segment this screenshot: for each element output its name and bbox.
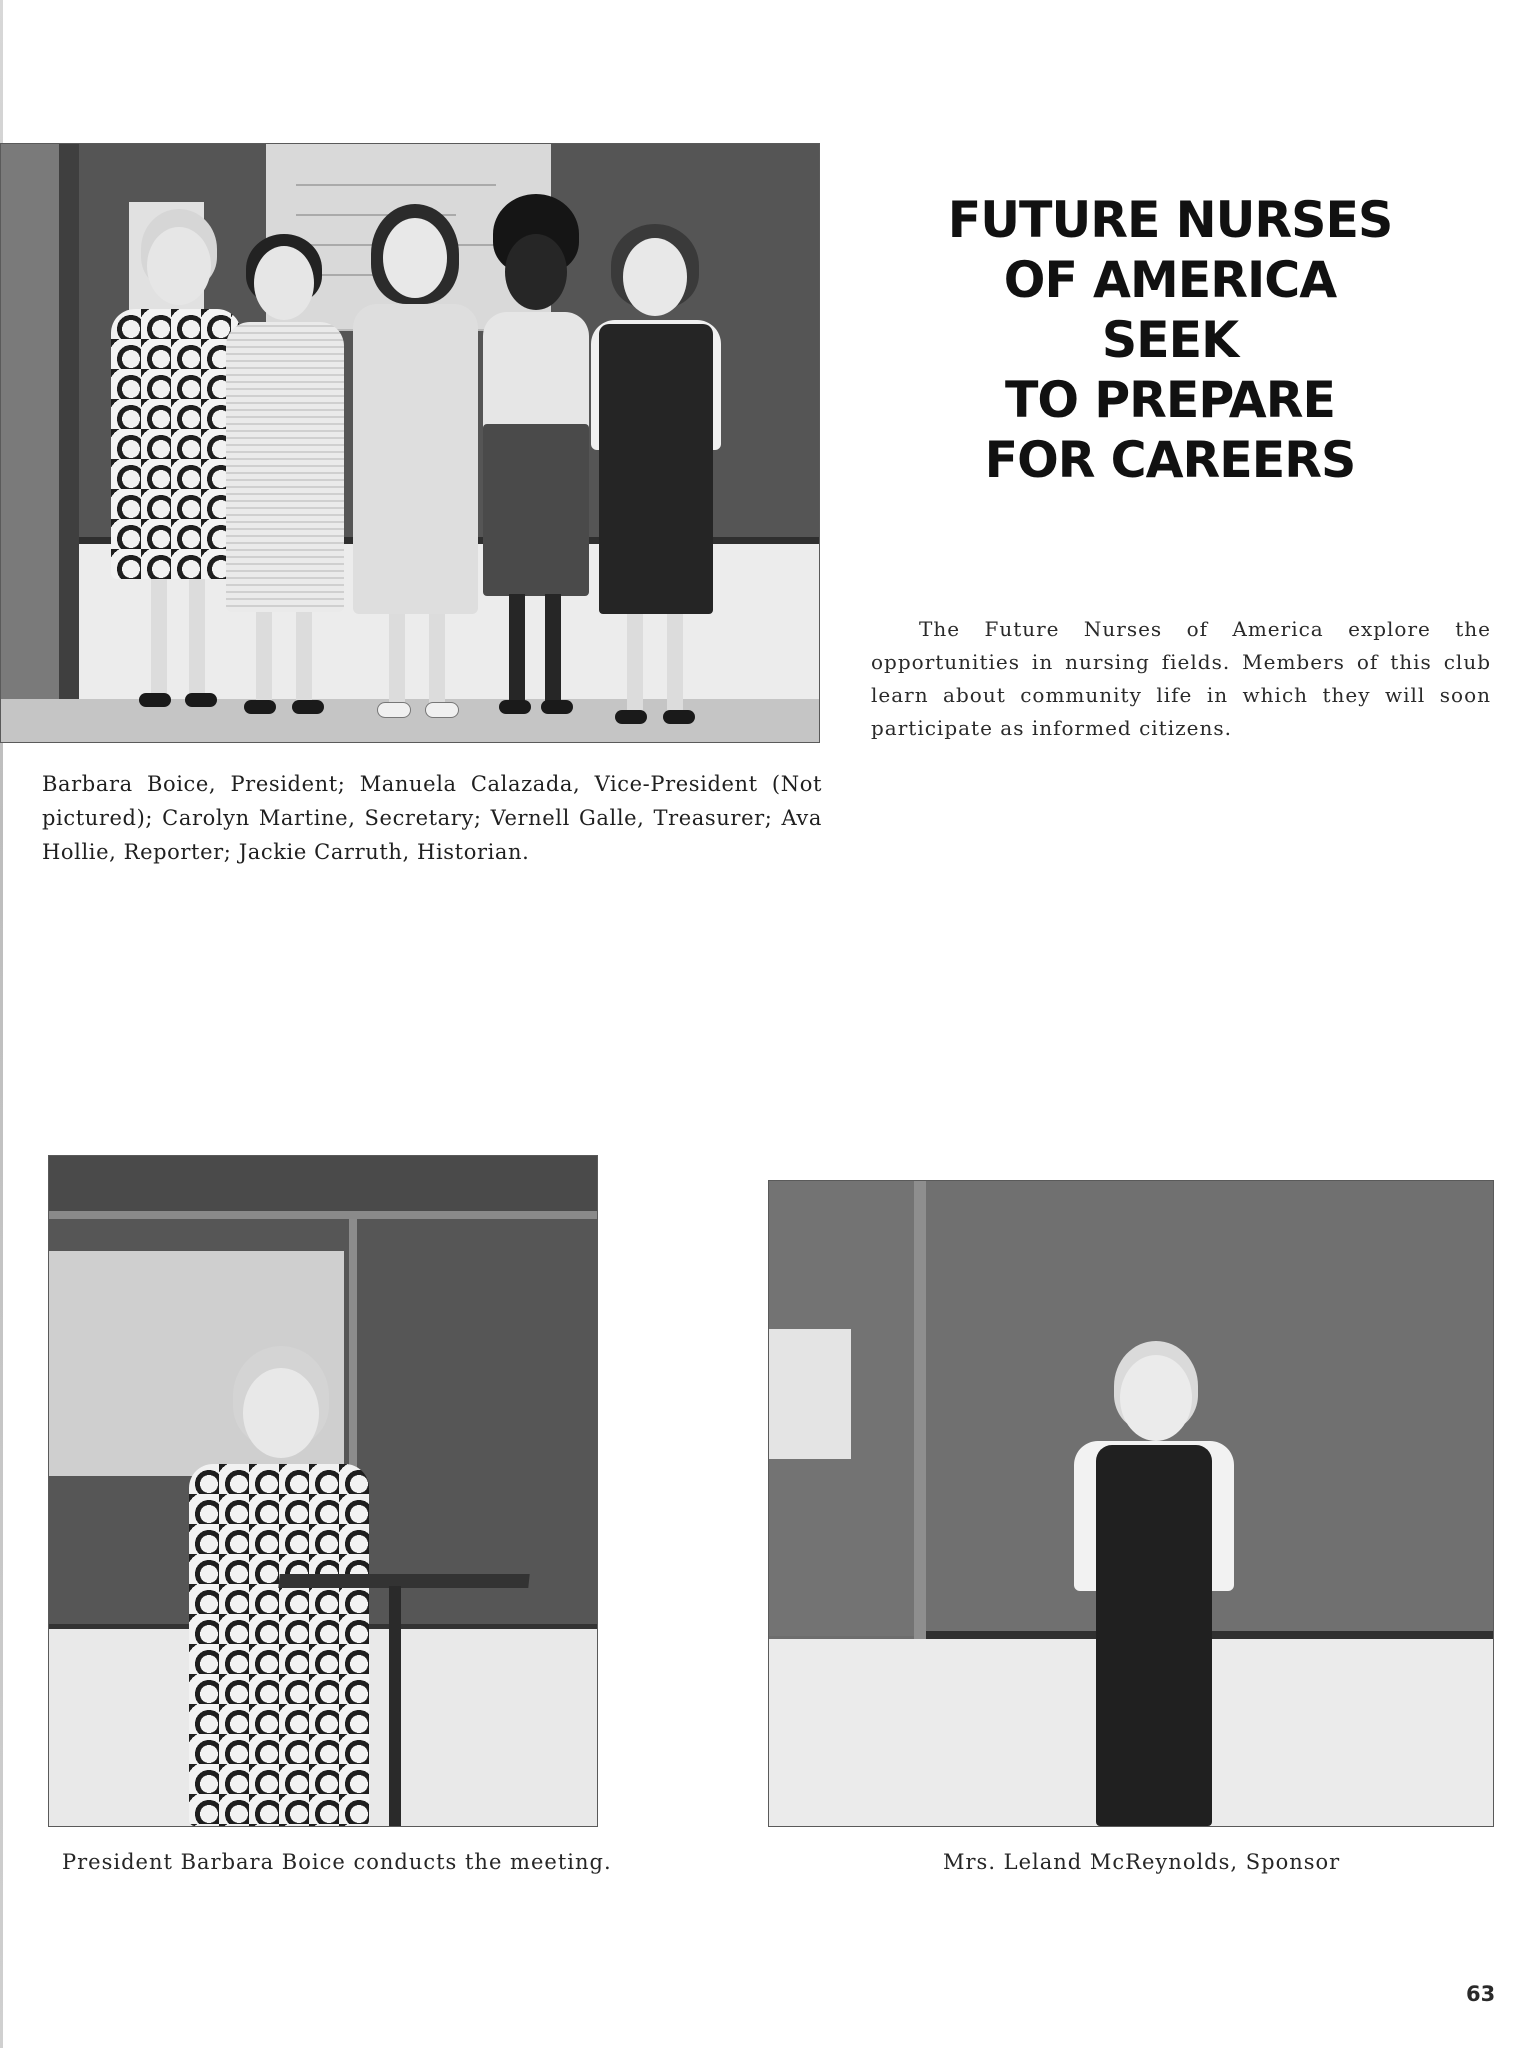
person-figure xyxy=(479,194,594,734)
sponsor-caption: Mrs. Leland McReynolds, Sponsor xyxy=(943,1850,1341,1874)
photo-ceiling xyxy=(49,1156,597,1216)
headline-line: TO PREPARE xyxy=(1004,371,1335,429)
photo-door-frame xyxy=(59,144,79,742)
page-headline xyxy=(876,190,1464,490)
lectern xyxy=(278,1574,529,1588)
photo-ceiling-beam xyxy=(49,1211,597,1219)
lectern-stand xyxy=(389,1586,401,1826)
person-figure xyxy=(591,224,721,729)
person-figure xyxy=(353,204,478,729)
president-meeting-photo xyxy=(48,1155,598,1827)
president-caption: President Barbara Boice conducts the meeting. xyxy=(62,1850,612,1874)
officers-group-photo xyxy=(0,143,820,743)
person-figure xyxy=(226,234,346,724)
page-number: 63 xyxy=(1466,1982,1496,2006)
headline-line: FOR CAREERS xyxy=(984,431,1356,489)
officers-caption: Barbara Boice, President; Manuela Calazada, Vice-President (Not pictured); Carolyn Martine, Secretary; Vernell Galle, Treasurer; Ava Hollie, Reporter; Jackie Carruth, Historian. xyxy=(42,772,822,864)
headline-line: OF AMERICA xyxy=(1003,251,1337,309)
headline-line: SEEK xyxy=(1101,311,1239,369)
photo-card xyxy=(769,1329,851,1459)
person-figure xyxy=(1074,1341,1234,1826)
person-figure xyxy=(111,209,241,729)
headline-line: FUTURE NURSES xyxy=(947,191,1393,249)
intro-paragraph: The Future Nurses of America explore the opportunities in nursing fields. Members of this club learn about community life in which they will soon participate as informed citizens. xyxy=(871,617,1491,740)
sponsor-photo xyxy=(768,1180,1494,1827)
